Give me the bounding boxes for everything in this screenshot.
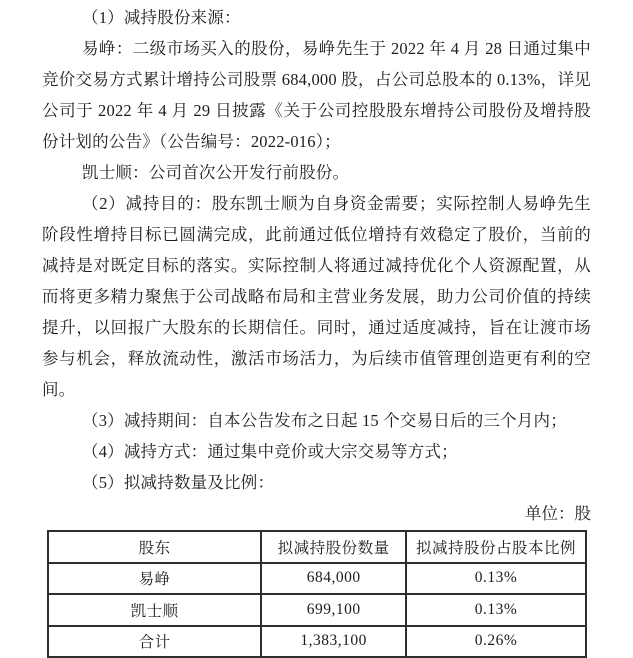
unit-label: 单位：股 [525,504,591,523]
table-row-yizheng [48,563,586,595]
cell-shareholder: 合计 [48,626,261,658]
paragraph-quantity-heading: （5）拟减持数量及比例： [82,473,275,492]
column-header-shareholder: 股东 [48,531,261,563]
cell-ratio: 0.26% [406,626,586,658]
paragraph-source-kaishishun: 凯士顺：公司首次公开发行前股份。 [82,163,350,182]
cell-ratio: 0.13% [406,594,586,626]
paragraph-source-heading: （1）减持股份来源： [82,8,241,27]
paragraph-period: （3）减持期间：自本公告发布之日起 15 个交易日后的三个月内； [82,411,567,430]
cell-quantity: 1,383,100 [261,626,406,658]
cell-quantity: 699,100 [261,594,406,626]
cell-shareholder: 易峥 [48,563,261,595]
paragraph-purpose: （2）减持目的：股东凯士顺为自身资金需要；实际控制人易峥先生阶段性增持目标已圆满完成，此前通过低位增持有效稳定了股价，当前的减持是对既定目标的落实。实际控制人将通过减持优化个人资源配置，从而将更多精力聚焦于公司战略布局和主营业务发展，助力公司价值的持续提升，以回报广大股东的长期信任。同时，通过适度减持，旨在让渡市场参与机会，释放流动性，激活市场活力，为后续市值管理创造更有利的空间。 [42,194,591,399]
cell-quantity: 684,000 [261,563,406,595]
table-header-row [48,531,586,563]
cell-ratio: 0.13% [406,563,586,595]
cell-shareholder: 凯士顺 [48,594,261,626]
column-header-quantity: 拟减持股份数量 [261,531,406,563]
table-row-total [48,626,586,658]
column-header-ratio: 拟减持股份占股本比例 [406,531,586,563]
reduction-plan-table [47,530,587,658]
table-row-kaishishun [48,594,586,626]
paragraph-method: （4）减持方式：通过集中竞价或大宗交易等方式； [82,442,458,461]
paragraph-source-yizheng: 易峥：二级市场买入的股份，易峥先生于 2022 年 4 月 28 日通过集中竞价交易方式累计增持公司股票 684,000 股，占公司总股本的 0.13%，详见公司于 2022 年 4 月 29 日披露《关于公司控股股东增持公司股份及增持股份计划的公告》（公告编号：2022-016）； [42,39,591,151]
